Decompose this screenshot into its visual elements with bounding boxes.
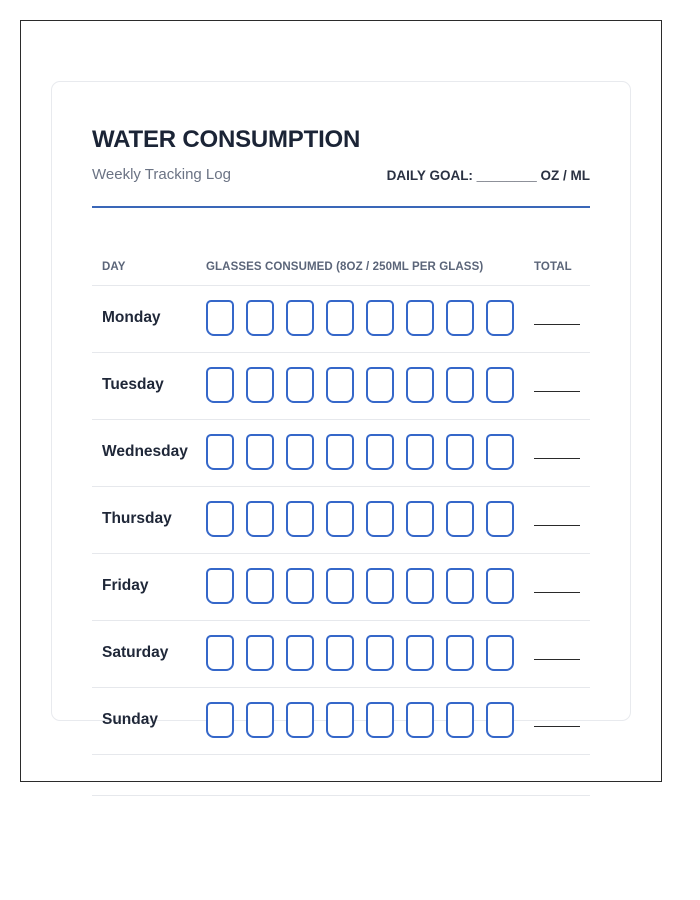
day-label: Monday — [102, 309, 161, 326]
column-header-day: DAY — [102, 261, 126, 273]
glass-checkbox-icon[interactable] — [286, 635, 314, 671]
glass-checkbox-icon[interactable] — [206, 367, 234, 403]
glass-checkbox-icon[interactable] — [486, 702, 514, 738]
day-label: Thursday — [102, 510, 172, 527]
page-subtitle: Weekly Tracking Log — [92, 166, 231, 183]
glass-checkbox-icon[interactable] — [486, 635, 514, 671]
glass-checkbox-icon[interactable] — [486, 501, 514, 537]
header-divider — [92, 206, 590, 208]
glass-checkbox-icon[interactable] — [366, 367, 394, 403]
glass-checkbox-icon[interactable] — [246, 635, 274, 671]
row-divider — [92, 795, 590, 796]
table-row-wednesday — [92, 419, 590, 486]
glass-checkbox-icon[interactable] — [246, 300, 274, 336]
column-header-glasses: GLASSES CONSUMED (8OZ / 250ML PER GLASS) — [206, 261, 484, 273]
glass-checkbox-icon[interactable] — [286, 300, 314, 336]
glass-checkbox-icon[interactable] — [406, 635, 434, 671]
day-label: Friday — [102, 577, 149, 594]
glass-checkbox-icon[interactable] — [286, 568, 314, 604]
table-row-sunday — [92, 687, 590, 754]
glass-checkbox-icon[interactable] — [446, 635, 474, 671]
glass-checkbox-icon[interactable] — [446, 367, 474, 403]
glass-checkbox-icon[interactable] — [486, 568, 514, 604]
glass-checkbox-icon[interactable] — [246, 367, 274, 403]
glass-checkbox-icon[interactable] — [486, 434, 514, 470]
glass-checkbox-icon[interactable] — [366, 501, 394, 537]
glass-checkbox-icon[interactable] — [326, 434, 354, 470]
total-field[interactable] — [534, 659, 580, 660]
table-row-tuesday — [92, 352, 590, 419]
glass-checkbox-icon[interactable] — [246, 568, 274, 604]
glass-checkbox-icon[interactable] — [326, 501, 354, 537]
glass-checkbox-icon[interactable] — [206, 635, 234, 671]
glass-checkbox-icon[interactable] — [326, 702, 354, 738]
glass-checkbox-icon[interactable] — [446, 702, 474, 738]
glass-checkbox-icon[interactable] — [406, 300, 434, 336]
glass-checkbox-icon[interactable] — [326, 635, 354, 671]
glass-checkbox-icon[interactable] — [406, 568, 434, 604]
column-header-total: TOTAL — [534, 261, 572, 273]
day-label: Saturday — [102, 644, 169, 661]
glass-checkbox-icon[interactable] — [366, 434, 394, 470]
total-field[interactable] — [534, 592, 580, 593]
glass-checkbox-icon[interactable] — [286, 367, 314, 403]
glass-checkbox-icon[interactable] — [206, 501, 234, 537]
glass-checkbox-icon[interactable] — [246, 702, 274, 738]
glass-checkbox-icon[interactable] — [446, 501, 474, 537]
glass-checkbox-icon[interactable] — [206, 702, 234, 738]
total-field[interactable] — [534, 324, 580, 325]
glass-checkbox-icon[interactable] — [286, 501, 314, 537]
day-label: Tuesday — [102, 376, 164, 393]
glass-checkbox-icon[interactable] — [486, 367, 514, 403]
table-row-friday — [92, 553, 590, 620]
total-field[interactable] — [534, 726, 580, 727]
glass-checkbox-icon[interactable] — [366, 300, 394, 336]
glass-checkbox-icon[interactable] — [246, 501, 274, 537]
total-field[interactable] — [534, 525, 580, 526]
total-field[interactable] — [534, 458, 580, 459]
glass-checkbox-icon[interactable] — [206, 568, 234, 604]
glass-checkbox-icon[interactable] — [366, 702, 394, 738]
page-title: WATER CONSUMPTION — [92, 126, 361, 153]
table-row-monday — [92, 285, 590, 352]
glass-checkbox-icon[interactable] — [206, 300, 234, 336]
glass-checkbox-icon[interactable] — [446, 434, 474, 470]
glass-checkbox-icon[interactable] — [206, 434, 234, 470]
glass-checkbox-icon[interactable] — [326, 300, 354, 336]
glass-checkbox-icon[interactable] — [486, 300, 514, 336]
glass-checkbox-icon[interactable] — [286, 434, 314, 470]
glass-checkbox-icon[interactable] — [366, 635, 394, 671]
glass-checkbox-icon[interactable] — [446, 300, 474, 336]
glass-checkbox-icon[interactable] — [446, 568, 474, 604]
total-field[interactable] — [534, 391, 580, 392]
table-row-thursday — [92, 486, 590, 553]
glass-checkbox-icon[interactable] — [366, 568, 394, 604]
glass-checkbox-icon[interactable] — [406, 501, 434, 537]
glass-checkbox-icon[interactable] — [326, 367, 354, 403]
daily-goal-field[interactable]: DAILY GOAL: ________ OZ / ML — [386, 168, 590, 183]
table-row-saturday — [92, 620, 590, 687]
day-label: Wednesday — [102, 443, 188, 460]
glass-checkbox-icon[interactable] — [286, 702, 314, 738]
glass-checkbox-icon[interactable] — [406, 434, 434, 470]
glass-checkbox-icon[interactable] — [406, 702, 434, 738]
glass-checkbox-icon[interactable] — [326, 568, 354, 604]
glass-checkbox-icon[interactable] — [246, 434, 274, 470]
glass-checkbox-icon[interactable] — [406, 367, 434, 403]
row-divider — [92, 754, 590, 755]
day-label: Sunday — [102, 711, 158, 728]
